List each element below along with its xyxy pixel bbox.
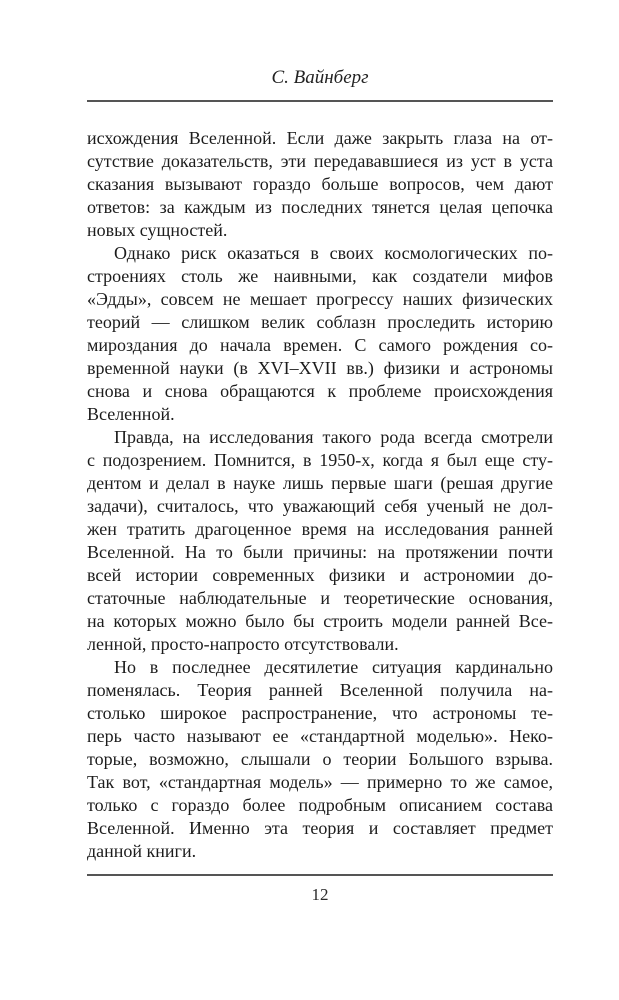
paragraph (87, 242, 553, 426)
text-line: только с гораздо более подробным описанием состава (87, 795, 553, 815)
text-line: Так вот, «стандартная модель» — примерно то же самое, (87, 772, 553, 792)
text-line: новых сущностей. (87, 220, 228, 240)
text-line: столько широкое распространение, что астрономы те- (87, 703, 553, 723)
text-line: Но в последнее десятилетие ситуация кардинально (114, 657, 553, 677)
page-number: 12 (311, 885, 329, 904)
paragraph (87, 127, 553, 242)
header-rule (87, 100, 553, 102)
text-line: статочные наблюдательные и теоретические основания, (87, 588, 553, 608)
text-line: ленной, просто-напросто отсутствовали. (87, 634, 399, 654)
text-line: Однако риск оказаться в своих космологических по- (114, 243, 553, 263)
paragraph (87, 656, 553, 863)
text-line: Вселенной. Именно эта теория и составляет предмет (87, 818, 553, 838)
running-header-author: С. Вайнберг (271, 67, 369, 88)
text-line: дентом и делал в науке лишь первые шаги (решая другие (87, 473, 553, 493)
text-line: Вселенной. (87, 404, 175, 424)
text-line: поменялась. Теория ранней Вселенной получила на- (87, 680, 553, 700)
text-line: временной науки (в XVI–XVII вв.) физики и астрономы (87, 358, 553, 378)
page-body (87, 127, 553, 863)
text-line: задачи), считалось, что уважающий себя ученый не дол- (87, 496, 553, 516)
text-line: всей истории современных физики и астрономии до- (87, 565, 553, 585)
text-line: ответов: за каждым из последних тянется целая цепочка (87, 197, 553, 217)
text-line: с подозрением. Помнится, в 1950-х, когда я был еще сту- (87, 450, 553, 470)
text-line: данной книги. (87, 841, 197, 861)
text-line: на которых можно было бы строить модели ранней Все- (87, 611, 553, 631)
footer-rule (87, 874, 553, 876)
text-line: торые, возможно, слышали о теории Большого взрыва. (87, 749, 553, 769)
text-line: сутствие доказательств, эти передававшиеся из уст в уста (87, 151, 553, 171)
text-line: жен тратить драгоценное время на исследования ранней (87, 519, 553, 539)
text-line: Вселенной. На то были причины: на протяжении почти (87, 542, 553, 562)
text-line: «Эдды», совсем не мешает прогрессу наших физических (87, 289, 553, 309)
text-line: строениях столь же наивными, как создатели мифов (87, 266, 553, 286)
text-line: мироздания до начала времен. С самого рождения со- (87, 335, 553, 355)
text-line: сказания вызывают гораздо больше вопросов, чем дают (87, 174, 553, 194)
text-line: перь часто называют ее «стандартной моделью». Неко- (87, 726, 553, 746)
text-line: снова и снова обращаются к проблеме происхождения (87, 381, 553, 401)
paragraph (87, 426, 553, 656)
text-line: исхождения Вселенной. Если даже закрыть глаза на от- (87, 128, 553, 148)
text-line: Правда, на исследования такого рода всегда смотрели (114, 427, 553, 447)
text-line: теорий — слишком велик соблазн проследить историю (87, 312, 553, 332)
